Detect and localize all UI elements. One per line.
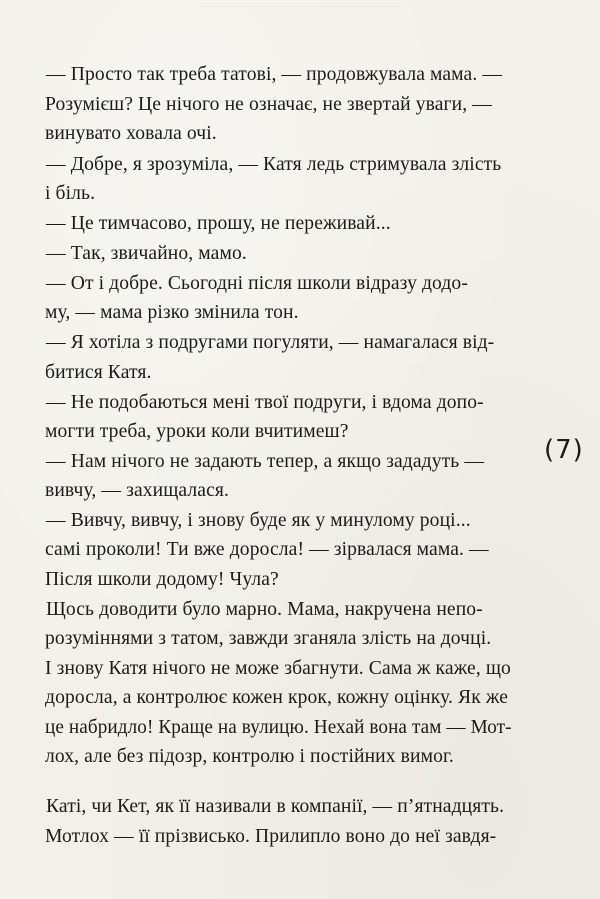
text-line: — Добре, я зрозуміла, — Катя ледь стримувала злість (46, 154, 502, 175)
text-line: му, — мама різко змінила тон. (45, 302, 299, 323)
page-number: (7) (544, 435, 584, 465)
text-line: Після школи додому! Чула? (45, 569, 279, 590)
text-line: Щось доводити було марно. Мама, накручена непо- (46, 599, 483, 620)
text-line: розуміннями з татом, завжди зганяла злість на дочці. (45, 628, 492, 649)
text-line: винувато ховала очі. (45, 123, 217, 144)
text-line: — Вивчу, вивчу, і знову буде як у минулому році... (46, 510, 471, 531)
text-line: це набридло! Краще на вулицю. Нехай вона там — Мот- (45, 717, 512, 738)
text-line: могти треба, уроки коли вчитимеш? (45, 421, 349, 442)
text-line: доросла, а контролює кожен крок, кожну оцінку. Як же (45, 687, 509, 708)
text-line: — От і добре. Сьогодні після школи відразу додо- (46, 273, 468, 294)
text-line: — Не подобаються мені твої подруги, і вдома допо- (46, 392, 484, 413)
text-line: Каті, чи Кет, як її називали в компанії, — п’ятнадцять. (46, 796, 505, 817)
text-line: І знову Катя нічого не може збагнути. Сама ж каже, що (45, 658, 511, 679)
text-line: — Нам нічого не задають тепер, а якщо зададуть — (46, 451, 485, 472)
text-line: і біль. (45, 183, 96, 204)
text-line: самі проколи! Ти вже доросла! — зірвалася мама. — (45, 539, 489, 560)
text-line: битися Катя. (45, 362, 152, 383)
text-line: лох, але без підозр, контролю і постійних вимог. (45, 746, 454, 767)
text-line: Розумієш? Це нічого не означає, не звертай уваги, — (45, 94, 492, 115)
text-line: — Просто так треба татові, — продовжувала мама. — (46, 64, 503, 85)
text-line: — Це тимчасово, прошу, не переживай... (46, 213, 391, 234)
text-line: Мотлох — її прізвисько. Прилипло воно до неї завдя- (45, 826, 497, 847)
text-line: — Я хотіла з подругами погуляти, — намагалася від- (46, 332, 495, 353)
text-line: вивчу, — захищалася. (45, 480, 229, 501)
text-line: — Так, звичайно, мамо. (46, 243, 247, 264)
